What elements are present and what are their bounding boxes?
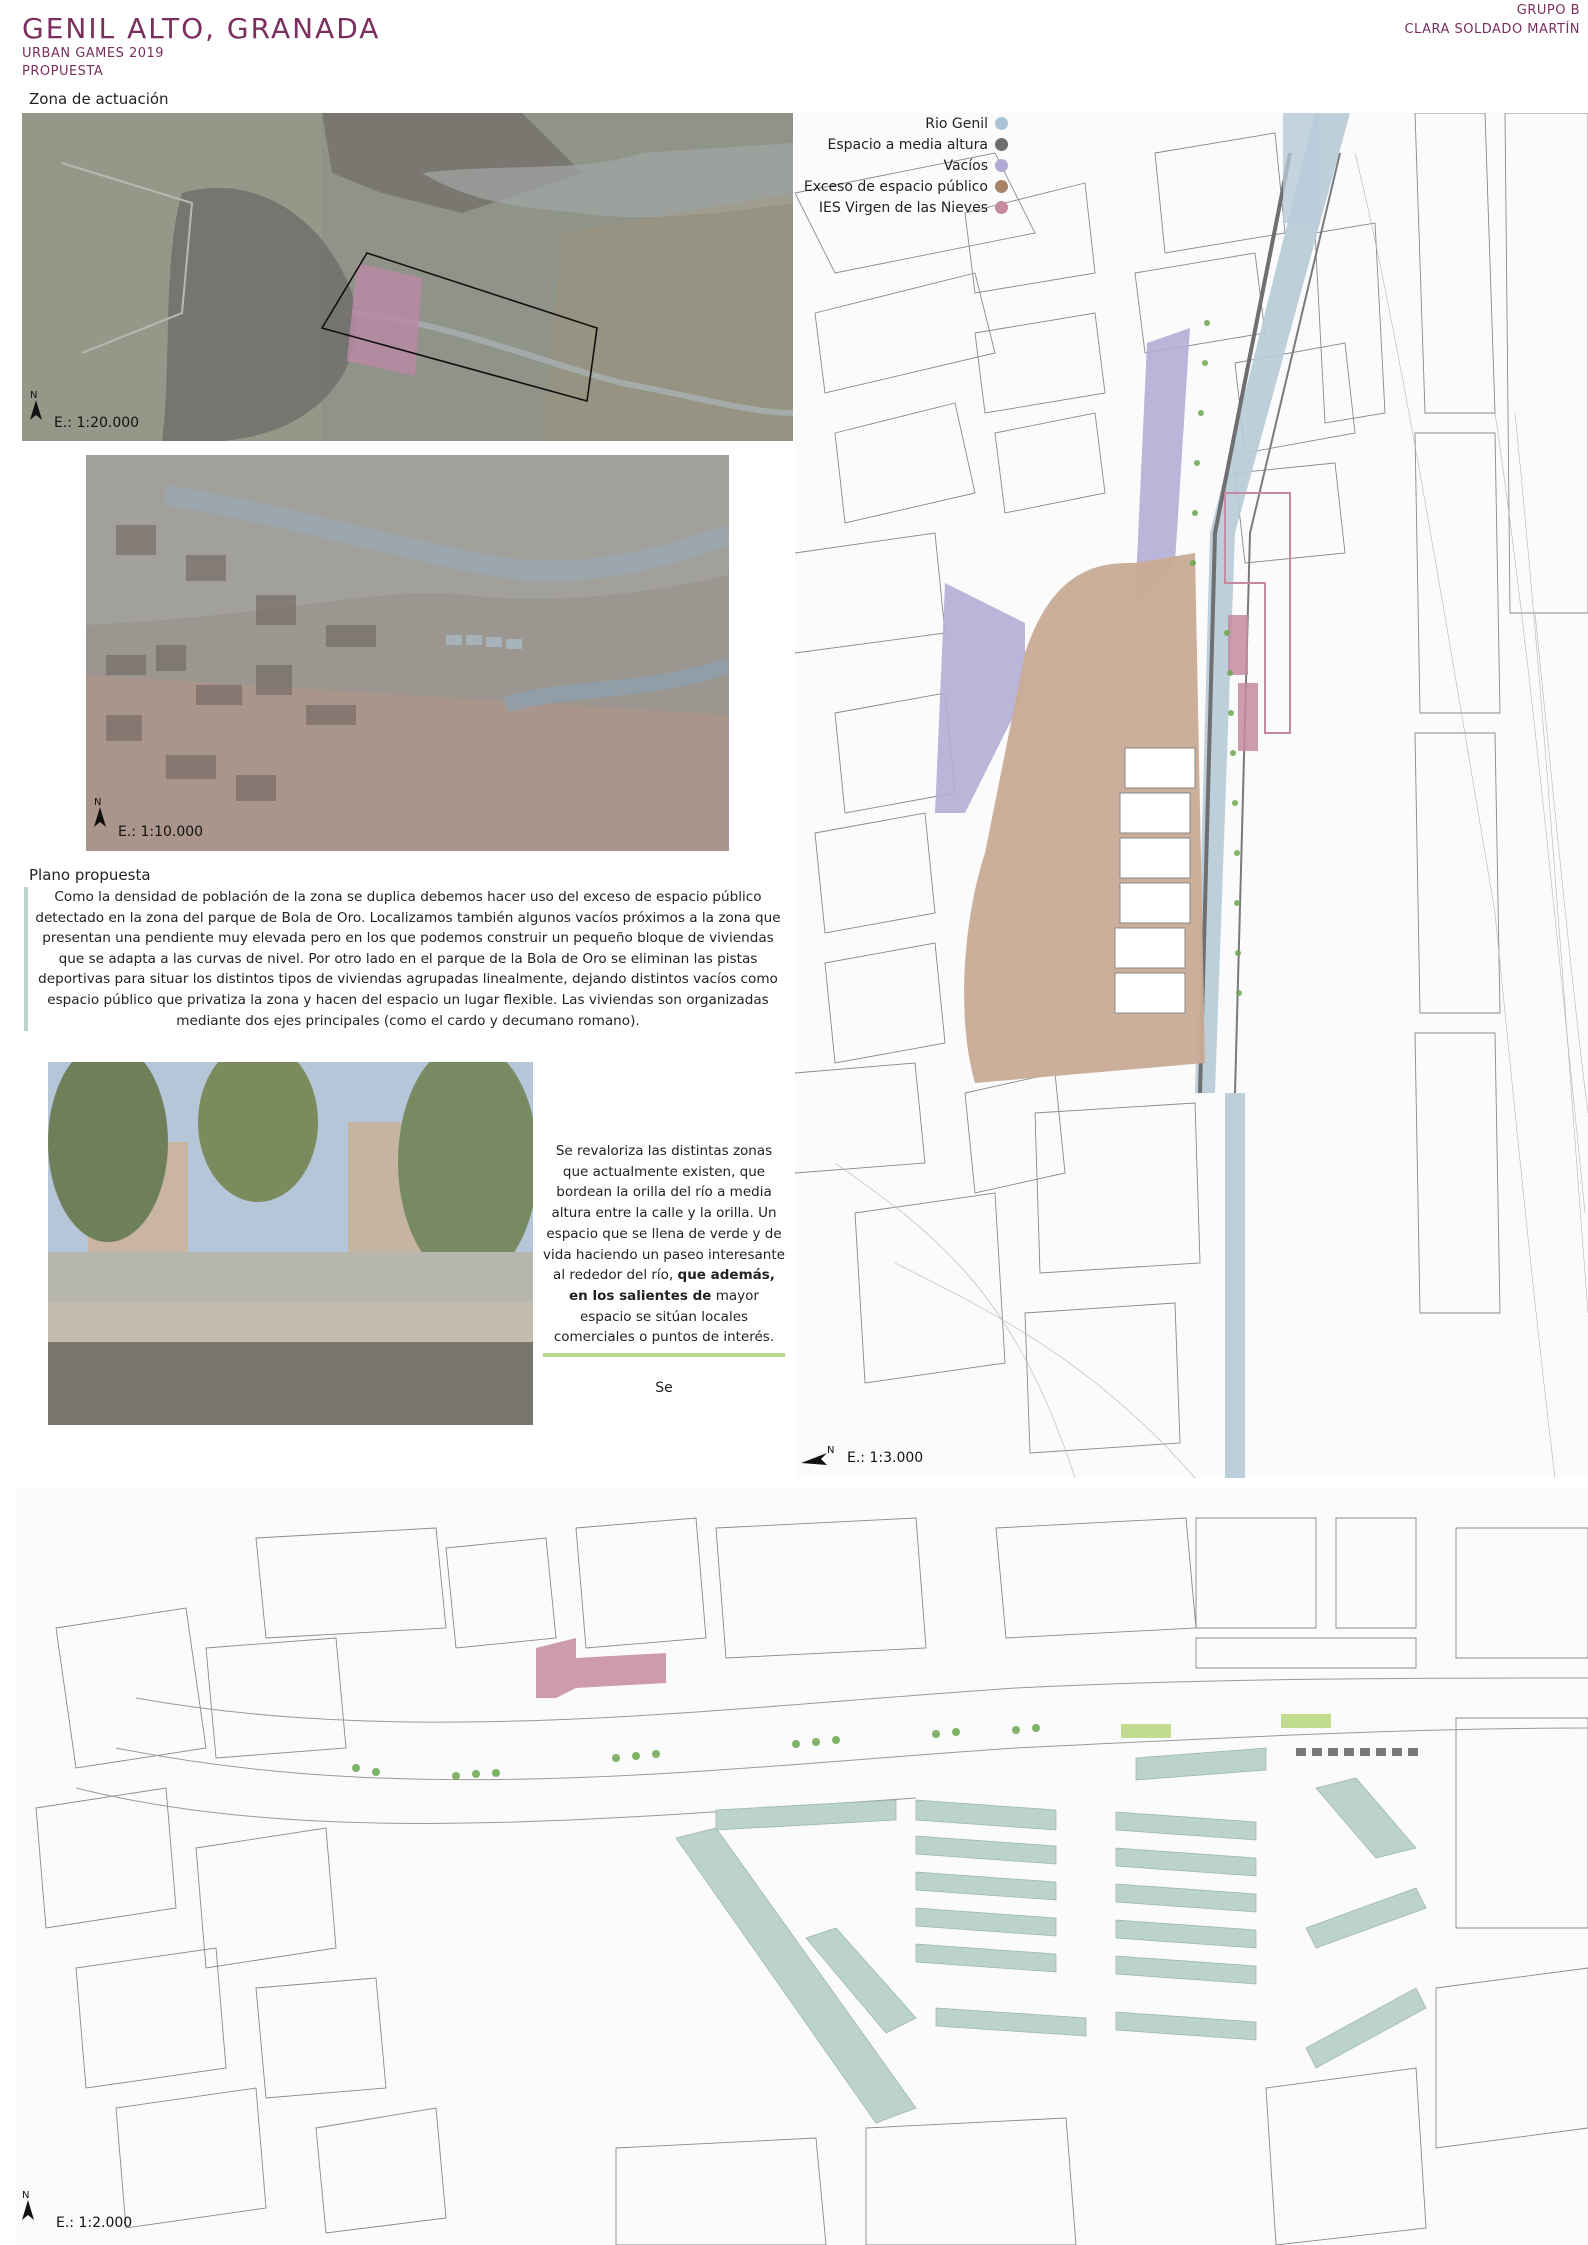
- north-arrow-icon: [799, 1443, 835, 1467]
- main-plan-drawing: [795, 113, 1588, 1478]
- svg-text:N: N: [827, 1445, 835, 1456]
- group-label: GRUPO B: [1516, 3, 1580, 18]
- riverside-text-part1: Se revaloriza las distintas zonas que actualmente existen, que bordean la orilla del río a media altura entre la calle y la orilla. Un espacio que se llena de verde y de vida haciendo un paseo interesante al rededor del río,: [543, 1143, 785, 1284]
- legend-item-espacio-publico: [778, 176, 1008, 197]
- riverside-text-part3: mayor espacio se sitúan locales comerciales o puntos de interés.: [553, 1287, 775, 1346]
- riverside-description: [543, 1141, 785, 1348]
- page-title: GENIL ALTO, GRANADA: [22, 12, 381, 45]
- svg-text:N: N: [30, 390, 38, 401]
- aerial-district-drawing: [86, 455, 729, 851]
- svg-text:N: N: [94, 797, 102, 808]
- river-photo: [48, 1062, 533, 1425]
- aerial-photo-district: [86, 455, 729, 851]
- scale-label-detail: E.: 1:2.000: [56, 2215, 133, 2231]
- north-arrow-icon: [90, 795, 110, 829]
- accent-divider: [543, 1353, 785, 1357]
- legend-label: Espacio a media altura: [827, 136, 988, 153]
- author-label: CLARA SOLDADO MARTÍN: [1404, 22, 1580, 37]
- legend-item-rio-genil: [778, 113, 1008, 134]
- detail-plan-drawing: [16, 1488, 1588, 2245]
- section-zona-label: Zona de actuación: [29, 90, 169, 108]
- scale-label-regional: E.: 1:20.000: [54, 415, 140, 431]
- proposal-description: Como la densidad de población de la zona se duplica debemos hacer uso del exceso de espacio público detectado en la zona del parque de Bola de Oro. Localizamos también algunos vacíos próximos a la zona que presentan una pendiente muy elevada pero en los que podemos construir un pequeño bloque de viviendas que se adapta a las curvas de nivel. Por otro lado en el parque de la Bola de Oro se eliminan las pistas deportivas para situar los distintos tipos de viviendas agrupadas linealmente, dejando distintos vacíos como espacio público que privatiza la zona y hacen del espacio un lugar flexible. Las viviendas son organizadas mediante dos ejes principales (como el cardo y decumano romano).: [24, 887, 782, 1031]
- north-arrow-icon: [26, 388, 46, 422]
- svg-text:N: N: [22, 2190, 30, 2201]
- subtitle-event: URBAN GAMES 2019: [22, 46, 165, 61]
- legend-swatch: [995, 138, 1008, 151]
- river-photo-drawing: [48, 1062, 533, 1425]
- legend-item-vacios: [778, 155, 1008, 176]
- section-plano-label: Plano propuesta: [29, 866, 151, 884]
- legend-swatch: [995, 180, 1008, 193]
- legend-label: Rio Genil: [925, 115, 988, 132]
- legend-label: Vacíos: [943, 157, 988, 174]
- riverside-extra-text: Se: [655, 1380, 673, 1396]
- legend-item-media-altura: [778, 134, 1008, 155]
- detail-site-plan: [16, 1488, 1588, 2245]
- subtitle-section: PROPUESTA: [22, 64, 104, 79]
- map-legend: [778, 113, 1008, 218]
- legend-swatch: [995, 117, 1008, 130]
- legend-item-ies: [778, 197, 1008, 218]
- scale-label-main: E.: 1:3.000: [847, 1450, 924, 1466]
- main-site-plan: [795, 113, 1588, 1478]
- aerial-regional-drawing: [22, 113, 793, 441]
- legend-label: IES Virgen de las Nieves: [818, 199, 988, 216]
- legend-label: Exceso de espacio público: [803, 178, 988, 195]
- legend-swatch: [995, 159, 1008, 172]
- north-arrow-icon: [18, 2188, 38, 2222]
- aerial-photo-regional: [22, 113, 793, 441]
- scale-label-district: E.: 1:10.000: [118, 824, 204, 840]
- legend-swatch: [995, 201, 1008, 214]
- riverside-text-bold: que además, en los salientes de: [569, 1267, 775, 1304]
